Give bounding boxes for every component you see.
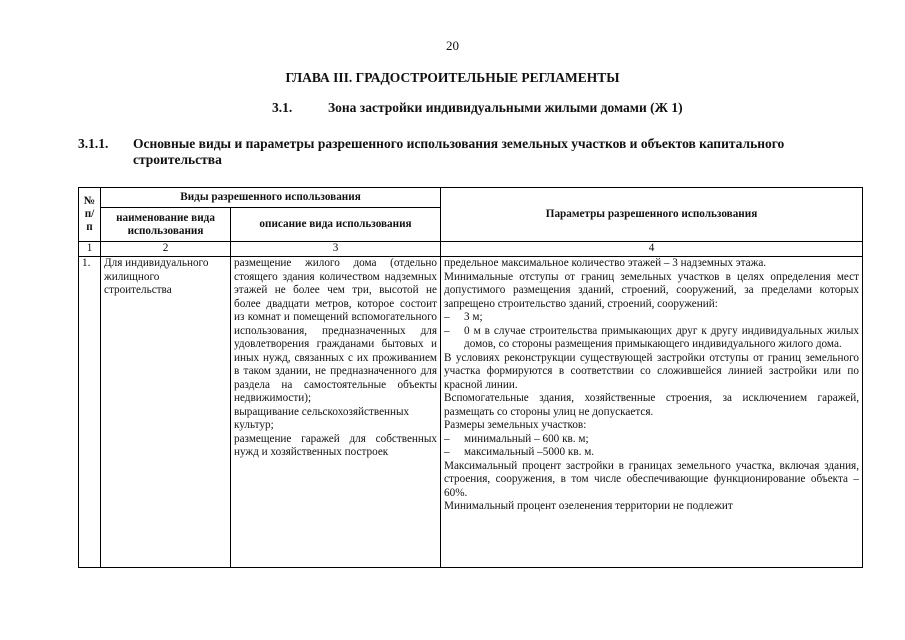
param-paragraph: Размеры земельных участков: [444,419,587,431]
zone-number: 3.1. [272,100,293,115]
section-heading [78,136,868,168]
param-paragraph: В условиях реконструкции существующей застройки отступы от границ земельного участка формируются в соответствии со сложившейся линией застройки или по красной линии. [444,351,859,391]
col-index: 3 [231,242,441,257]
column-index-row [79,242,863,257]
param-paragraph: Минимальный процент озеленения территории не подлежит [444,500,733,512]
desc-paragraph: размещение жилого дома (отдельно стоящего здания количеством надземных этажей не более чем три, высотой не более двадцати метров, которое состоит из комнат и помещений вспомогательного использования, предназначенных для удовлетворения граждана​ми бытовых и иных нужд, связанных с их проживанием в таком здании, не предназначенного для раздела на самостоятельные объекты недвижимости); [234,257,438,404]
row-name: Для индивидуального жилищного строительства [101,257,231,568]
param-paragraph: предельное максимальное количество этажей – 3 надземных этажа. [444,257,767,269]
dash-text: 3 м; [464,311,483,323]
header-description: описание вида использования [231,208,441,242]
header-params: Параметры разрешенного использования [441,188,863,242]
dash-item [444,446,859,460]
dash-item [444,311,859,325]
param-paragraph: Минимальные отступы от границ земельных участков в целях определения мест допустимого размещения зданий, строений, сооружений, за пределами которых запрещено строительство зданий, строений, сооружений: [444,270,859,310]
row-params [441,257,863,568]
regulations-table [78,187,863,568]
zone-title: Зона застройки индивидуальными жилыми домами (Ж 1) [328,100,683,115]
desc-paragraph: выращивание сельскохозяйственных культур; [234,405,410,431]
chapter-title: ГЛАВА III. ГРАДОСТРОИТЕЛЬНЫЕ РЕГЛАМЕНТЫ [285,70,620,85]
param-paragraph: Вспомогательные здания, хозяйственные строения, за исключением гаражей, размещать со стороны улиц не допускается. [444,392,859,418]
section-title-line2: строительства [133,152,222,167]
dash-text: максимальный –5000 кв. м. [464,446,595,458]
dash-mark: – [444,324,450,337]
header-group: Виды разрешенного использования [101,188,441,208]
table-row [79,257,863,568]
param-paragraph: Максимальный процент застройки в границах земельного участка, включая здания, строения, сооружения, в том числе обеспечивающие функционирование объекта – 60%. [444,459,859,499]
desc-paragraph: размещение гаражей для собственных нужд и хозяйственных построек [234,432,438,458]
section-number: 3.1.1. [78,136,109,151]
dash-text: минимальный – 600 кв. м; [464,432,589,445]
page-number: 20 [446,38,459,53]
col-index: 2 [101,242,231,257]
dash-mark: – [444,311,450,323]
section-title-line1: Основные виды и параметры разрешенного использования земельных участков и объектов капитального [133,136,785,151]
dash-item [444,433,859,447]
dash-text: 0 м в случае строительства примыкающих друг к другу индивидуальных жилых домов, со стороны размещения примыкающего индивидуального жилого дома. [464,324,859,350]
header-num: № п/п [79,188,101,242]
dash-item [444,325,859,352]
col-index: 4 [441,242,863,257]
row-description [231,257,441,568]
dash-mark: – [444,446,450,458]
col-index: 1 [79,242,101,257]
dash-mark: – [444,432,450,445]
zone-heading [272,100,683,116]
header-name: наименование вида использования [101,208,231,242]
row-number: 1. [79,257,101,568]
